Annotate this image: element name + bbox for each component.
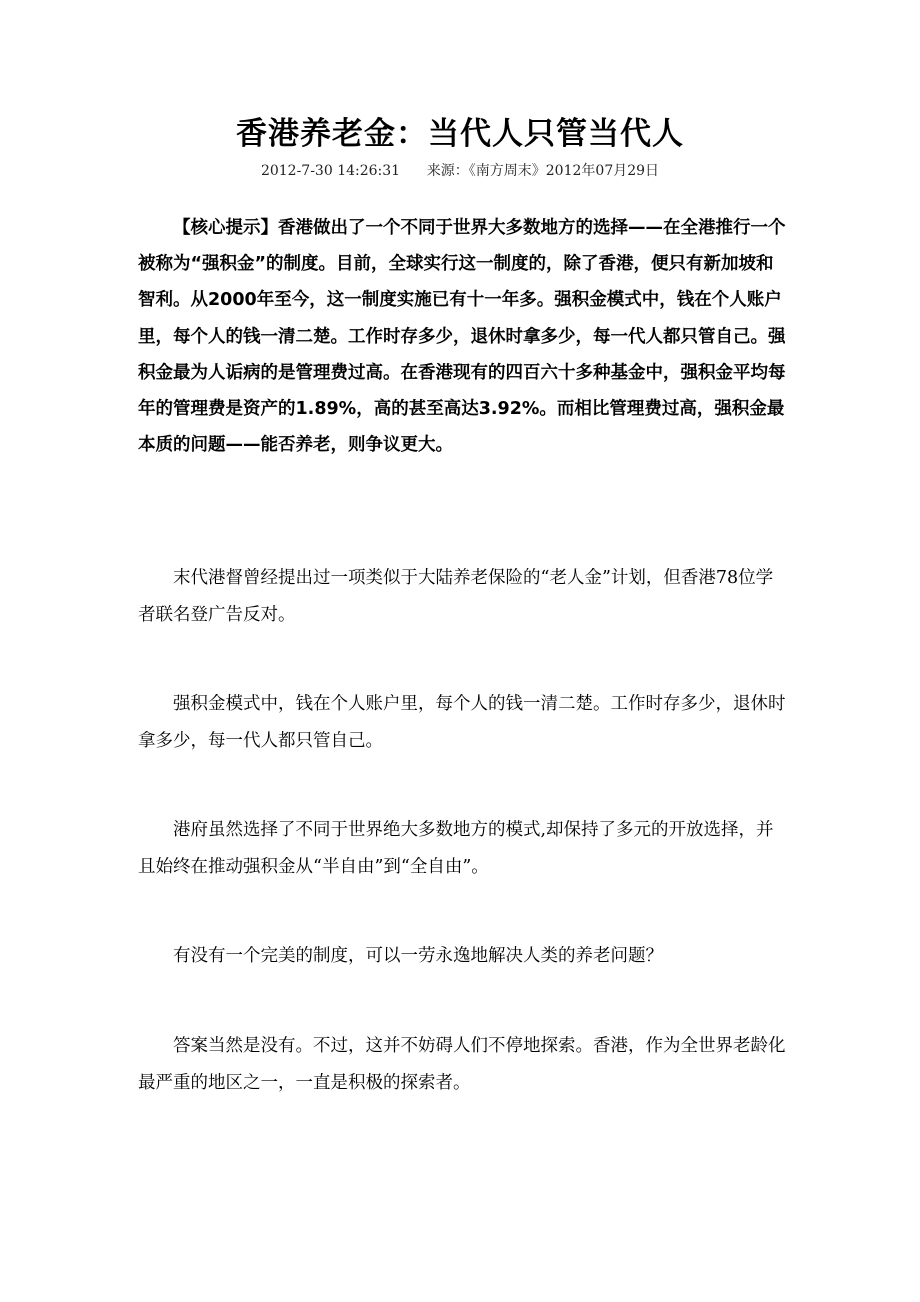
article-meta: 2012-7-30 14:26:31 来源：《南方周末》2012年07月29日 [260, 163, 660, 179]
body-paragraph: 答案当然是没有。不过，这并不妨碍人们不停地探索。香港，作为全世界老龄化最严重的地区之一，一直是积极的探索者。 [138, 1036, 786, 1093]
body-paragraph: 港府虽然选择了不同于世界绝大多数地方的模式,却保持了多元的开放选择，并且始终在推动强积金从“半自由”到“全自由”。 [138, 820, 774, 877]
core-summary: 【核心提示】香港做出了一个不同于世界大多数地方的选择——在全港推行一个被称为“强积金”的制度。目前，全球实行这一制度的，除了香港，便只有新加坡和智利。从2000年至今，这一制度实施已有十一年多。强积金模式中，钱在个人账户里，每个人的钱一清二楚。工作时存多少，退休时拿多少，每一代人都只管自己。强积金最为人诟病的是管理费过高。在香港现有的四百六十多种基金中，强积金平均每年的管理费是资产的1.89%，高的甚至高达3.92%。而相比管理费过高，强积金最本质的问题——能否养老，则争议更大。 [138, 218, 786, 456]
body-paragraph: 末代港督曾经提出过一项类似于大陆养老保险的“老人金”计划，但香港78位学者联名登广告反对。 [138, 568, 774, 625]
body-paragraph: 有没有一个完美的制度，可以一劳永逸地解决人类的养老问题？ [173, 946, 663, 966]
body-paragraph: 强积金模式中，钱在个人账户里，每个人的钱一清二楚。工作时存多少，退休时拿多少，每一代人都只管自己。 [138, 694, 786, 751]
article-title: 香港养老金：当代人只管当代人 [236, 116, 684, 152]
